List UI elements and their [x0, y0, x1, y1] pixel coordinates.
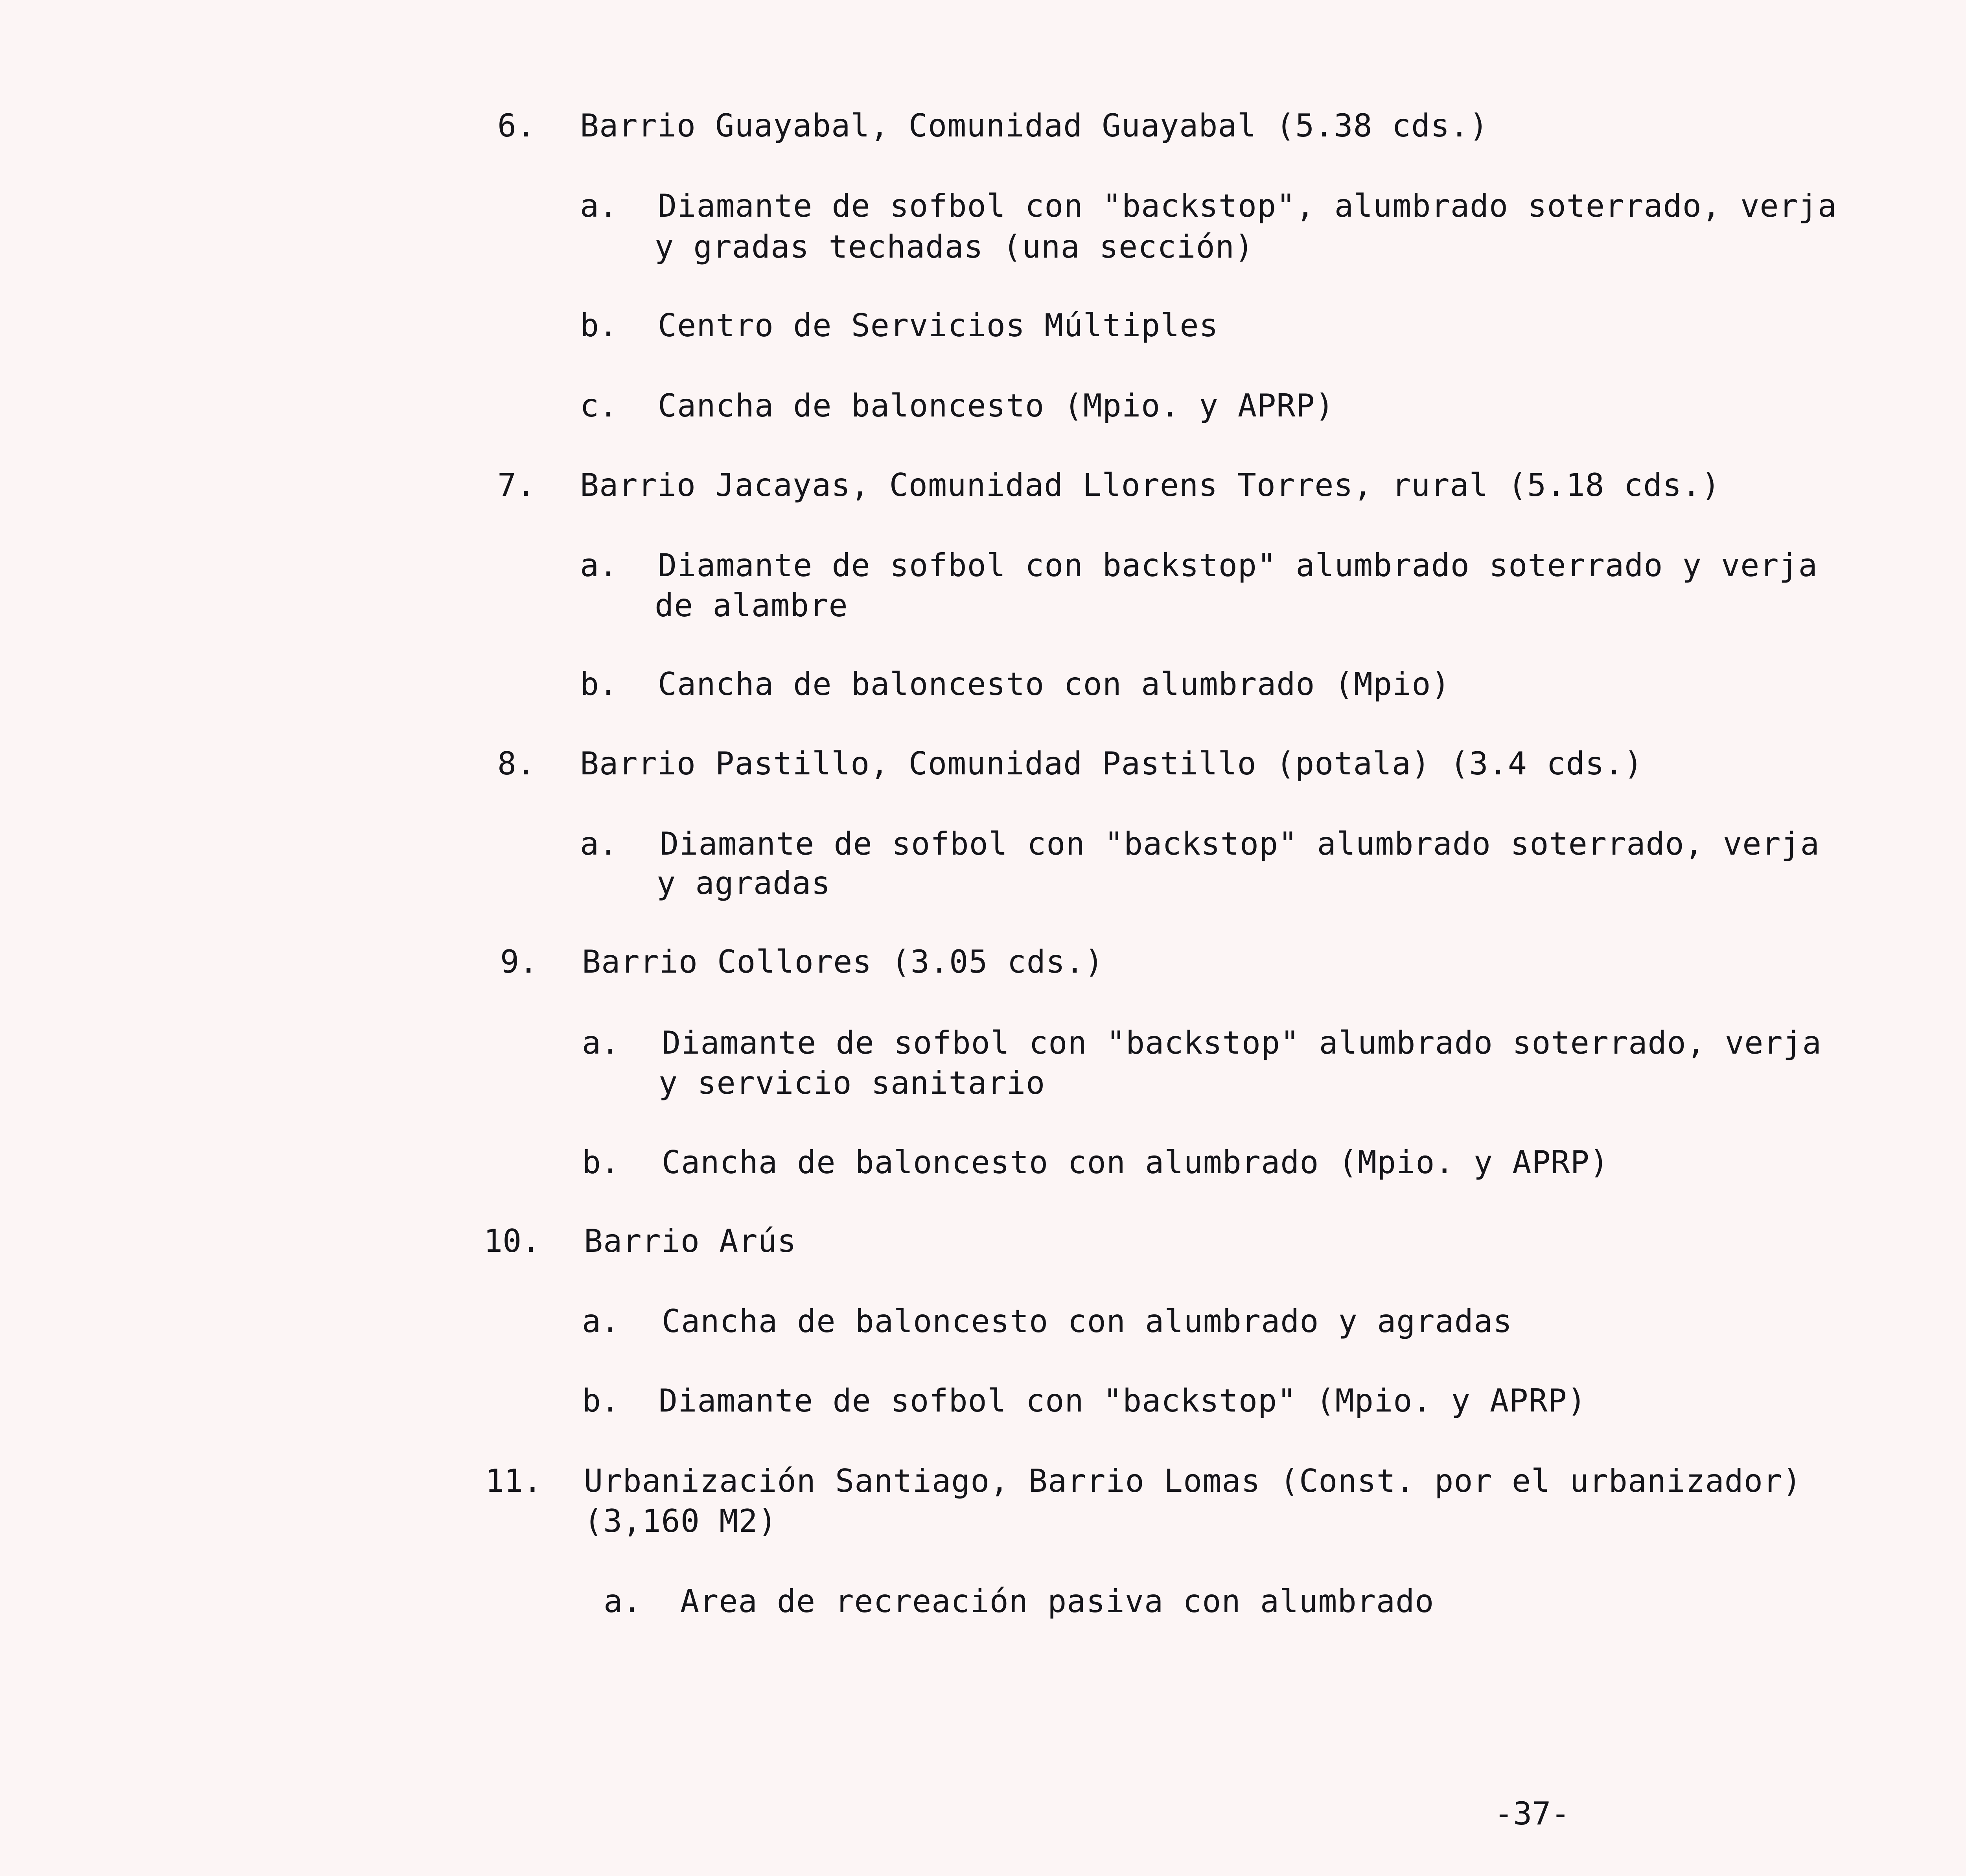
- subitem-text: de alambre: [655, 587, 848, 624]
- item-number: 7.: [497, 467, 536, 503]
- subitem-letter: a.: [582, 1025, 620, 1061]
- subitem-text: Diamante de sofbol con backstop" alumbrado soterrado y verja: [658, 547, 1818, 584]
- subitem-text: Diamante de sofbol con "backstop" alumbrado soterrado, verja: [662, 1025, 1822, 1061]
- subitem-letter: a.: [580, 826, 618, 862]
- subitem-text: y servicio sanitario: [659, 1065, 1046, 1101]
- subitem-text: Cancha de baloncesto (Mpio. y APRP): [658, 387, 1335, 424]
- item-number: 8.: [497, 745, 536, 782]
- subitem-text: Cancha de baloncesto con alumbrado (Mpio): [658, 666, 1451, 702]
- subitem-letter: b.: [582, 1144, 620, 1181]
- subitem-text: y gradas techadas (una sección): [655, 229, 1254, 265]
- item-title-line2: (3,160 M2): [584, 1503, 777, 1539]
- subitem-letter: b.: [580, 666, 618, 702]
- subitem-letter: b.: [580, 307, 618, 344]
- item-number: 10.: [484, 1223, 541, 1259]
- subitem-text: Diamante de sofbol con "backstop" (Mpio. y APRP): [659, 1382, 1587, 1419]
- subitem-text: Cancha de baloncesto con alumbrado y agradas: [662, 1303, 1513, 1340]
- item-title: Barrio Pastillo, Comunidad Pastillo (potala) (3.4 cds.): [580, 745, 1644, 782]
- item-title: Barrio Arús: [584, 1223, 797, 1259]
- subitem-letter: c.: [580, 387, 618, 424]
- page-number: -37-: [1494, 1795, 1570, 1832]
- subitem-text: Cancha de baloncesto con alumbrado (Mpio. y APRP): [662, 1144, 1609, 1181]
- subitem-letter: a.: [580, 188, 618, 224]
- subitem-text: Area de recreación pasiva con alumbrado: [680, 1583, 1434, 1620]
- subitem-letter: b.: [582, 1382, 620, 1419]
- item-number: 9.: [500, 944, 538, 980]
- subitem-text: Centro de Servicios Múltiples: [658, 307, 1219, 344]
- subitem-text: Diamante de sofbol con "backstop" alumbrado soterrado, verja: [660, 826, 1820, 862]
- subitem-text: y agradas: [657, 865, 831, 901]
- subitem-letter: a.: [580, 547, 618, 584]
- item-number: 11.: [485, 1463, 542, 1499]
- subitem-text: Diamante de sofbol con "backstop", alumbrado soterrado, verja: [658, 188, 1837, 224]
- item-title: Barrio Guayabal, Comunidad Guayabal (5.38 cds.): [580, 107, 1489, 144]
- item-title: Barrio Jacayas, Comunidad Llorens Torres, rural (5.18 cds.): [580, 467, 1721, 503]
- item-number: 6.: [497, 107, 536, 144]
- subitem-letter: a.: [582, 1303, 620, 1340]
- subitem-letter: a.: [604, 1583, 642, 1620]
- item-title: Urbanización Santiago, Barrio Lomas (Const. por el urbanizador): [584, 1463, 1802, 1499]
- item-title: Barrio Collores (3.05 cds.): [582, 944, 1104, 980]
